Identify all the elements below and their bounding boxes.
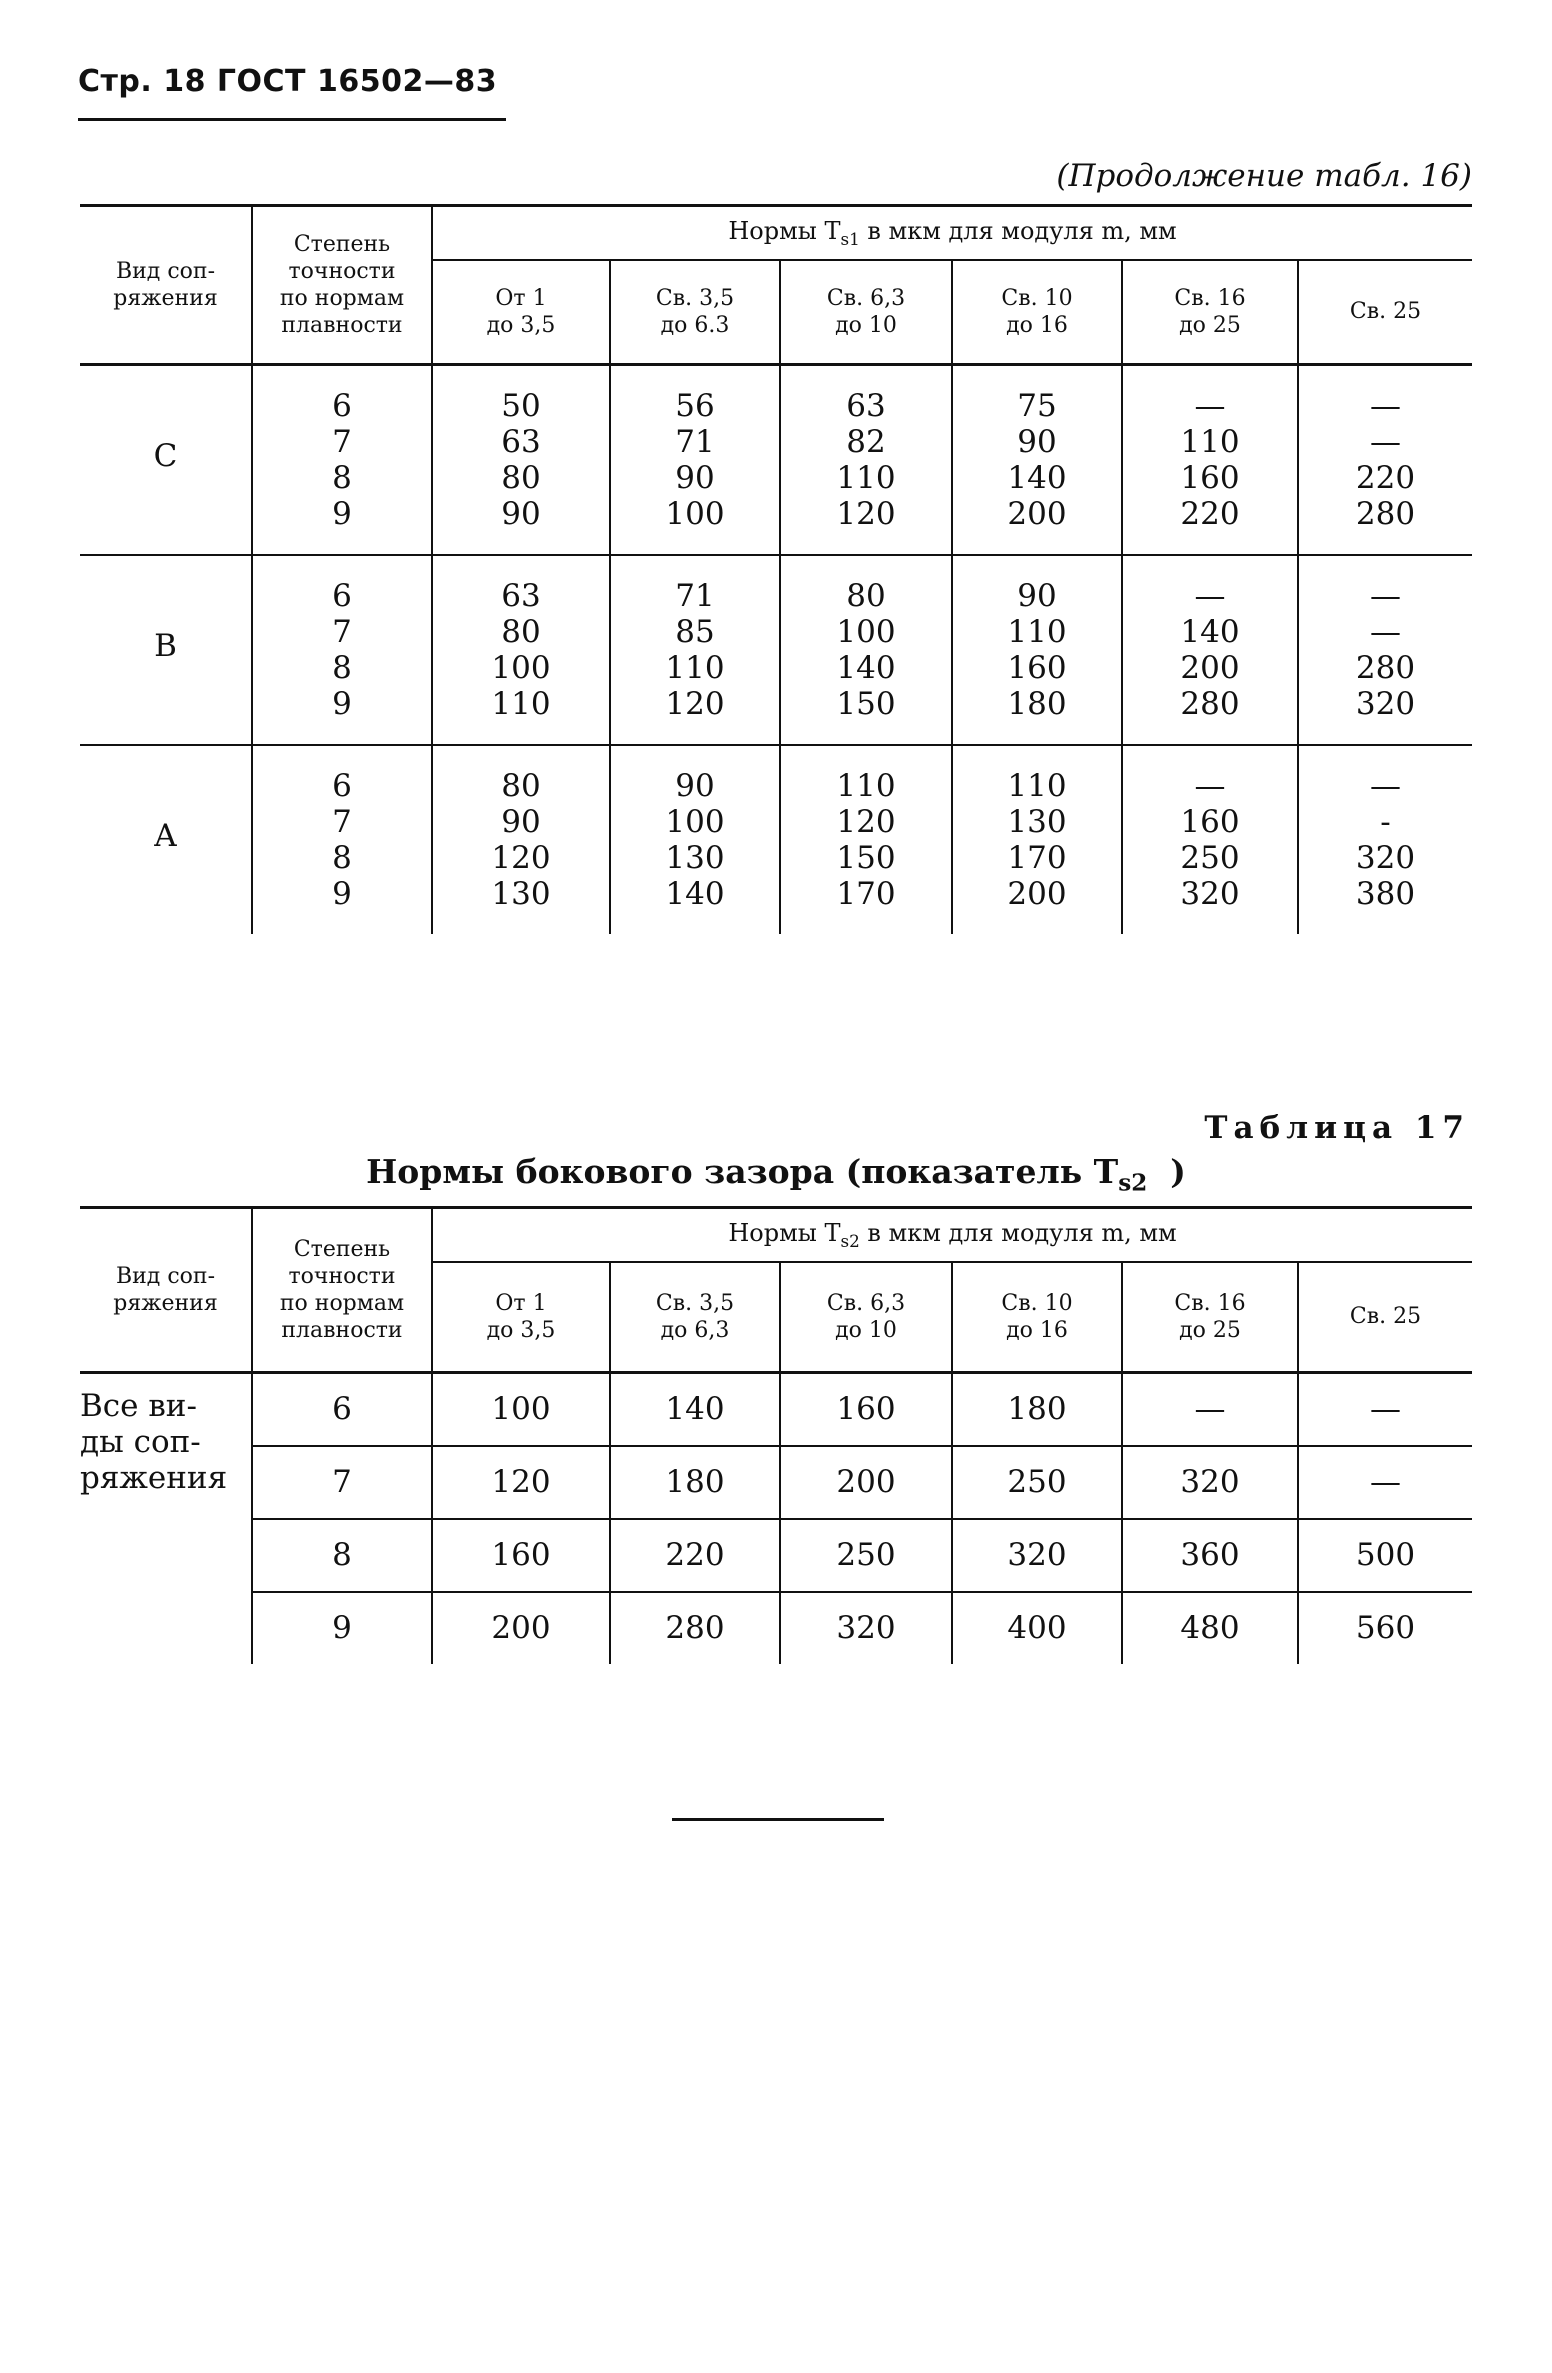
value-cell: 180 — [952, 1372, 1122, 1446]
fit-kind-cell: A — [80, 745, 252, 934]
col-header-module: Св. 10 до 16 — [952, 260, 1122, 364]
col-header-module: Св. 25 — [1298, 260, 1472, 364]
value-cell: 500 — [1298, 1519, 1472, 1592]
degree-cell: 8 — [252, 1519, 432, 1592]
col-header-norms: Нормы $T_{s2}$ в мкм для модуля m, мм — [432, 1208, 1472, 1263]
all-fit-kinds-cell: Все ви- ды соп- ряжения — [80, 1387, 228, 1496]
value-cell: 320 — [952, 1519, 1122, 1592]
col-header-module: Св. 25 — [1298, 1262, 1472, 1372]
value-cell: 140 — [610, 1372, 780, 1446]
value-cell: 80 90 120 130 — [432, 745, 610, 934]
value-cell: 320 — [780, 1592, 952, 1664]
table-row — [80, 1592, 1472, 1664]
value-cell: — — [1298, 1446, 1472, 1519]
value-cell: — - 320 380 — [1298, 745, 1472, 934]
degree-cell: 6 7 8 9 — [252, 555, 432, 745]
col-header-module: От 1 до 3,5 — [432, 260, 610, 364]
end-rule — [672, 1818, 884, 1821]
degree-cell: 6 7 8 9 — [252, 364, 432, 555]
value-cell: — 140 200 280 — [1122, 555, 1298, 745]
value-cell: 180 — [610, 1446, 780, 1519]
value-cell: 50 63 80 90 — [432, 364, 610, 555]
value-cell: 560 — [1298, 1592, 1472, 1664]
degree-cell: 6 7 8 9 — [252, 745, 432, 934]
table-row — [80, 555, 1472, 745]
col-header-module: Св. 3,5 до 6,3 — [610, 1262, 780, 1372]
value-cell: 75 90 140 200 — [952, 364, 1122, 555]
table-17-label: Таблица 17 — [1204, 1110, 1470, 1146]
value-cell: 250 — [952, 1446, 1122, 1519]
value-cell: 110 130 170 200 — [952, 745, 1122, 934]
value-cell: 110 120 150 170 — [780, 745, 952, 934]
value-cell: 480 — [1122, 1592, 1298, 1664]
value-cell: 160 — [432, 1519, 610, 1592]
value-cell: — — [1122, 1372, 1298, 1446]
value-cell: — — 220 280 — [1298, 364, 1472, 555]
value-cell: 80 100 140 150 — [780, 555, 952, 745]
table-17-title: Нормы бокового зазора (показатель $T_{s2}$ ) — [366, 1152, 1186, 1197]
col-header-module: Св. 6,3 до 10 — [780, 260, 952, 364]
value-cell: 360 — [1122, 1519, 1298, 1592]
value-cell: — 160 250 320 — [1122, 745, 1298, 934]
value-cell: 120 — [432, 1446, 610, 1519]
fit-kind-cell: B — [80, 555, 252, 745]
header-rule — [78, 118, 506, 121]
table-row — [80, 1446, 1472, 1519]
col-header-module: Св. 16 до 25 — [1122, 260, 1298, 364]
value-cell: 200 — [780, 1446, 952, 1519]
value-cell: 220 — [610, 1519, 780, 1592]
degree-cell: 7 — [252, 1446, 432, 1519]
table-row — [80, 364, 1472, 555]
table-continuation-note: (Продолжение табл. 16) — [1056, 158, 1472, 194]
value-cell: 63 80 100 110 — [432, 555, 610, 745]
col-header-module: Св. 10 до 16 — [952, 1262, 1122, 1372]
value-cell: 90 110 160 180 — [952, 555, 1122, 745]
table-17 — [80, 1206, 1472, 1664]
degree-cell: 6 — [252, 1372, 432, 1446]
value-cell: — — [1298, 1372, 1472, 1446]
col-header-norms: Нормы $T_{s1}$ в мкм для модуля m, мм — [432, 206, 1472, 261]
table-row — [80, 1372, 1472, 1446]
col-header-module: Св. 6,3 до 10 — [780, 1262, 952, 1372]
col-header-degree: Степень точности по нормам плавности — [252, 206, 432, 365]
degree-cell: 9 — [252, 1592, 432, 1664]
value-cell: 63 82 110 120 — [780, 364, 952, 555]
col-header-kind: Вид соп- ряжения — [80, 206, 252, 365]
col-header-degree: Степень точности по нормам плавности — [252, 1208, 432, 1373]
col-header-kind: Вид соп- ряжения — [80, 1208, 252, 1373]
value-cell: 56 71 90 100 — [610, 364, 780, 555]
page-title: Стр. 18 ГОСТ 16502—83 — [78, 64, 498, 99]
value-cell: 100 — [432, 1372, 610, 1446]
value-cell: 250 — [780, 1519, 952, 1592]
value-cell: 71 85 110 120 — [610, 555, 780, 745]
table-row — [80, 745, 1472, 934]
col-header-module: Св. 3,5 до 6.3 — [610, 260, 780, 364]
col-header-module: От 1 до 3,5 — [432, 1262, 610, 1372]
value-cell: — — 280 320 — [1298, 555, 1472, 745]
value-cell: 90 100 130 140 — [610, 745, 780, 934]
table-row — [80, 1519, 1472, 1592]
table-16 — [80, 204, 1472, 934]
value-cell: — 110 160 220 — [1122, 364, 1298, 555]
value-cell: 200 — [432, 1592, 610, 1664]
col-header-module: Св. 16 до 25 — [1122, 1262, 1298, 1372]
value-cell: 280 — [610, 1592, 780, 1664]
value-cell: 400 — [952, 1592, 1122, 1664]
value-cell: 160 — [780, 1372, 952, 1446]
fit-kind-cell: C — [153, 437, 178, 474]
value-cell: 320 — [1122, 1446, 1298, 1519]
